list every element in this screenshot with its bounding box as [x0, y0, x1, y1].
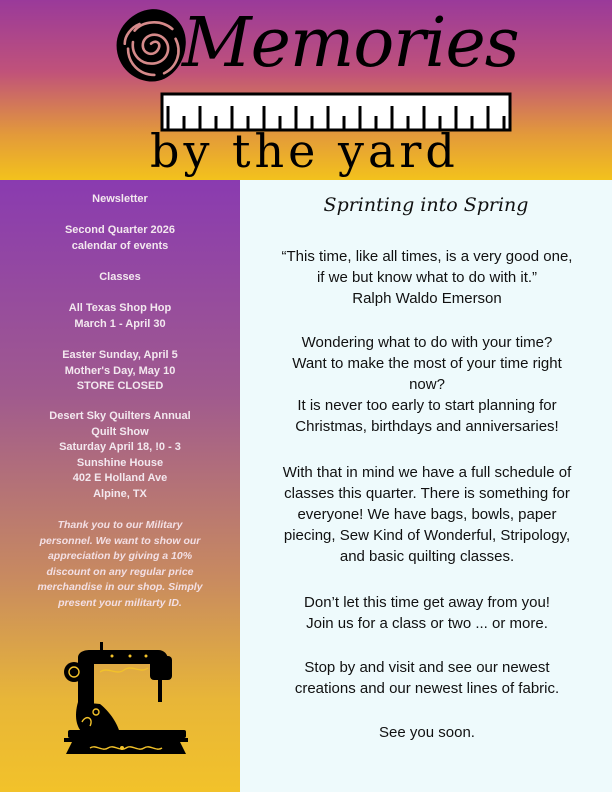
quilt-show-line: 402 E Holland Ave [72, 472, 168, 485]
calendar-line: calendar of events [71, 239, 169, 252]
classes-text: Classes [99, 271, 141, 283]
join-paragraph [256, 592, 598, 634]
paragraph-line: With that in mind we have a full schedule of [282, 464, 572, 481]
masthead [0, 0, 612, 180]
paragraph-line: everyone! We have bags, bowls, paper [297, 506, 557, 523]
newsletter-text: Newsletter [92, 193, 148, 205]
sign-off [256, 722, 598, 743]
quilt-show-line: Desert Sky Quilters Annual [49, 410, 191, 422]
sewing-machine-icon [60, 642, 190, 762]
shop-hop-line: All Texas Shop Hop [68, 302, 172, 314]
sidebar [0, 180, 240, 792]
newsletter-label [0, 192, 240, 208]
quilt-show-line: Alpine, TX [93, 487, 147, 500]
paragraph-line: Don’t let this time get away from you! [304, 594, 550, 611]
quote-line: “This time, like all times, is a very good one, [281, 248, 573, 265]
rose-icon [110, 6, 192, 88]
masthead-subtitle: by the yard [150, 124, 459, 178]
paragraph-line: Join us for a class or two ... or more. [306, 615, 548, 632]
calendar-line: Second Quarter 2026 [64, 224, 176, 236]
paragraph-line: Stop by and visit and see our newest [304, 659, 550, 676]
time-paragraph [256, 332, 598, 437]
paragraph-line: classes this quarter. There is something for [284, 485, 570, 502]
paragraph-line: Christmas, birthdays and anniversaries! [295, 418, 559, 435]
calendar-heading [0, 223, 240, 254]
closed-line: Mother's Day, May 10 [64, 364, 176, 377]
quilt-show-event [0, 409, 240, 503]
store-closed-notice [0, 348, 240, 395]
paragraph-line: Want to make the most of your time right [292, 355, 562, 372]
paragraph-line: now? [409, 376, 445, 393]
military-discount-note: Thank you to our Military personnel. We want to show our appreciation by giving a 10% discount on any regular price merchandise in our shop. Simply present your militarty ID. [37, 519, 203, 609]
article-title: Sprinting into Spring [323, 194, 529, 216]
quote-line: if we but know what to do with it.” [316, 269, 538, 286]
closed-line: Easter Sunday, April 5 [62, 349, 178, 361]
paragraph-line: piecing, Sew Kind of Wonderful, Stripology, [283, 527, 571, 544]
masthead-title: Memories [182, 4, 519, 83]
quilt-show-line: Saturday April 18, !0 - 3 [59, 441, 181, 454]
main-content [240, 180, 612, 792]
quilt-show-line: Sunshine House [76, 456, 164, 469]
classes-paragraph [256, 462, 598, 567]
paragraph-line: Wondering what to do with your time? [301, 334, 553, 351]
paragraph-line: and basic quilting classes. [339, 548, 515, 565]
shop-hop-event [0, 301, 240, 332]
visit-paragraph [256, 657, 598, 699]
paragraph-line: creations and our newest lines of fabric. [294, 680, 560, 697]
classes-label [0, 270, 240, 286]
quilt-show-line: Quilt Show [91, 425, 149, 438]
sign-off-text: See you soon. [379, 724, 475, 741]
closed-line: STORE CLOSED [76, 380, 164, 393]
shop-hop-line: March 1 - April 30 [74, 317, 166, 330]
quote-attribution: Ralph Waldo Emerson [352, 290, 502, 307]
emerson-quote [256, 246, 598, 309]
paragraph-line: It is never too early to start planning for [297, 397, 557, 414]
